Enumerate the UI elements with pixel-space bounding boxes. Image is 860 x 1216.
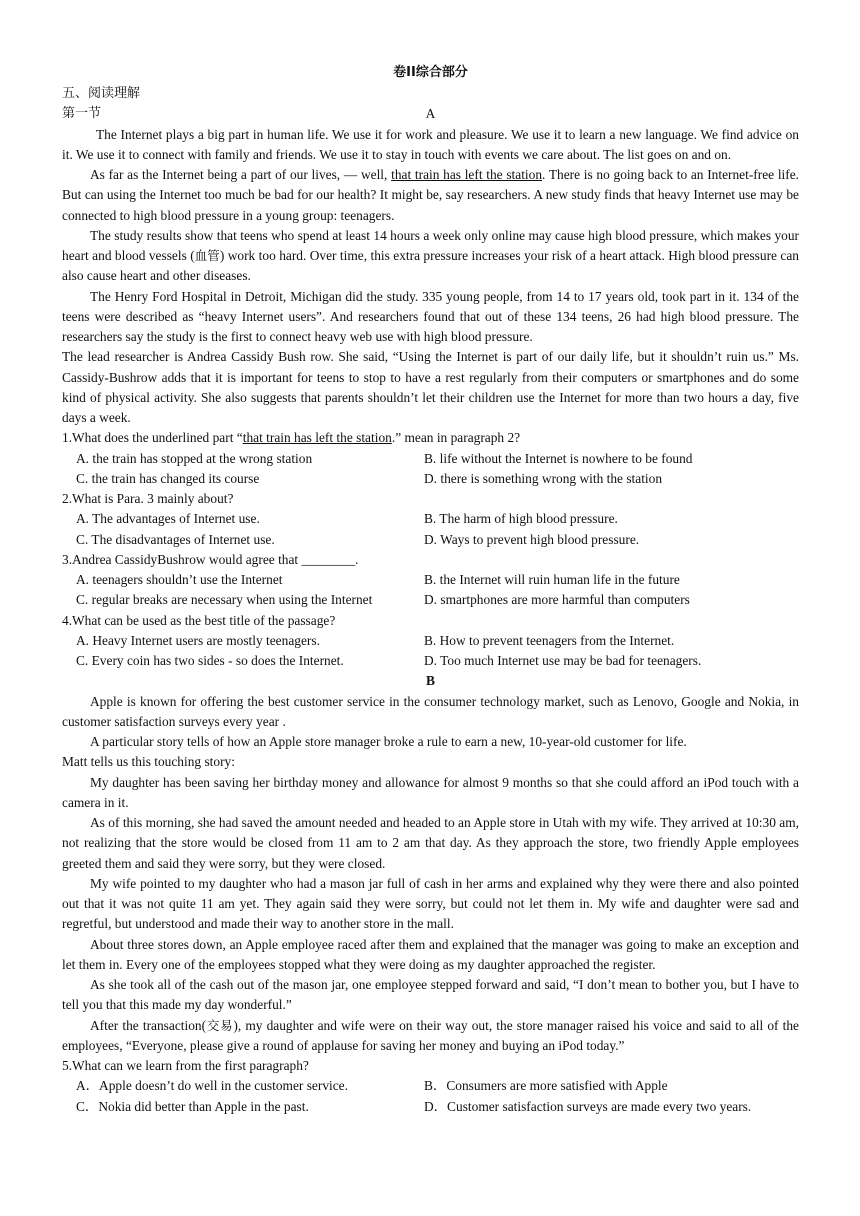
option-d[interactable]: D. there is something wrong with the station <box>424 470 663 486</box>
chinese-gloss: 交易 <box>206 1017 234 1033</box>
text-run: .” mean in paragraph 2? <box>391 430 521 446</box>
passage-b-letter: B <box>426 673 435 689</box>
text-run: As far as the Internet being a part of our lives, — well, <box>90 167 392 182</box>
option-grid <box>62 631 799 672</box>
option-d[interactable]: D. Ways to prevent high blood pressure. <box>424 531 640 547</box>
question-stem: 2.What is Para. 3 mainly about? <box>62 491 234 506</box>
passage-a-paragraph-1: The Internet plays a big part in human life. We use it for work and pleasure. We use it to learn a new language. We find advice on it. We use it to connect with family and friends. We use it to stay in touch with events we care about. The list goes on and on. <box>62 126 799 162</box>
passage-a-paragraph-5: The lead researcher is Andrea Cassidy Bush row. She said, “Using the Internet is part of our daily life, but it shouldn’t ruin us.” Ms. Cassidy-Bushrow adds that it is important for teens to stop to have a rest regularly from their computers or smartphones and do some kind of physical activity. She also suggests that parents shouldn’t let their children use the Internet for more than two hours a day, five days a week. <box>62 349 799 425</box>
exam-page <box>62 62 799 1117</box>
option-grid <box>62 570 799 611</box>
text-run: The study results show that teens who spend at least 14 hours a week only online may cause high blood pressure, which makes your heart and blood vessels ( <box>62 227 799 263</box>
question-5 <box>62 1056 799 1117</box>
option-c[interactable]: C. The disadvantages of Internet use. <box>76 531 275 547</box>
option-b[interactable]: B．Consumers are more satisfied with Apple <box>424 1078 668 1094</box>
option-c[interactable]: C. Every coin has two sides - so does the Internet. <box>76 653 344 668</box>
option-grid <box>62 509 799 550</box>
option-d[interactable]: D．Customer satisfaction surveys are made every two years. <box>424 1098 752 1114</box>
passage-b-paragraph-7: About three stores down, an Apple employee raced after them and explained that the manager was going to make an exception and let them in. Every one of the employees stopped what they were doing as my daughter approached the register. <box>62 936 799 972</box>
passage-a-paragraph-2 <box>62 165 799 226</box>
option-a[interactable]: A. Heavy Internet users are mostly teenagers. <box>76 632 320 648</box>
text-run: 1.What does the underlined part “ <box>62 430 243 446</box>
option-grid <box>62 1076 799 1117</box>
option-b[interactable]: B. How to prevent teenagers from the Internet. <box>424 632 675 648</box>
passage-b-paragraph-2: A particular story tells of how an Apple store manager broke a rule to earn a new, 10-year-old customer for life. <box>90 734 687 749</box>
part-row <box>62 104 799 124</box>
option-b[interactable]: B. the Internet will ruin human life in the future <box>424 572 680 587</box>
underlined-phrase: that train has left the station <box>391 167 543 182</box>
text-run: ), my daughter and wife were on their way out, the store manager raised his voice and said to all of the employees, “Everyone, please give a round of applause for saving her money and buying an iPod today.” <box>62 1017 799 1053</box>
page-title: 卷II综合部分 <box>393 65 468 80</box>
option-a[interactable]: A. teenagers shouldn’t use the Internet <box>76 572 283 587</box>
underlined-phrase: that train has left the station <box>242 430 392 446</box>
question-stem: 4.What can be used as the best title of the passage? <box>62 612 336 628</box>
text-run: . There is no going back to an Internet-free life. But can using the Internet too much be bad for our health? It might be, say researchers. A new study finds that heavy Internet use may be connected to high blood pressure in a young group: teenagers. <box>62 167 800 223</box>
question-2 <box>62 489 799 550</box>
option-b[interactable]: B. life without the Internet is nowhere to be found <box>424 450 693 466</box>
question-3 <box>62 550 799 611</box>
option-a[interactable]: A．Apple doesn’t do well in the customer service. <box>76 1078 348 1094</box>
passage-b-paragraph-6: My wife pointed to my daughter who had a mason jar full of cash in her arms and explained why they were there and also pointed out that it was not quite 11 am yet. They again said they were sorry, but could not let them in. My wife and daughter were sad and regretful, but understood and made their way to another store in the mall. <box>62 875 799 932</box>
question-1 <box>62 428 799 489</box>
passage-b-paragraph-1: Apple is known for offering the best customer service in the consumer technology market, such as Lenovo, Google and Nokia, in customer satisfaction surveys every year . <box>62 693 799 729</box>
question-stem: 3.Andrea CassidyBushrow would agree that ________. <box>62 551 359 567</box>
passage-b-paragraph-3: Matt tells us this touching story: <box>62 754 235 770</box>
section-heading: 五、阅读理解 <box>62 86 141 101</box>
chinese-gloss: 血管 <box>194 248 220 263</box>
passage-a-paragraph-3 <box>62 226 799 287</box>
option-a[interactable]: A. The advantages of Internet use. <box>76 511 260 527</box>
option-c[interactable]: C．Nokia did better than Apple in the past. <box>76 1098 309 1114</box>
option-d[interactable]: D. smartphones are more harmful than computers <box>424 592 690 608</box>
option-c[interactable]: C. regular breaks are necessary when using the Internet <box>76 592 373 608</box>
question-stem: 5.What can we learn from the first paragraph? <box>62 1058 309 1073</box>
option-b[interactable]: B. The harm of high blood pressure. <box>424 511 618 527</box>
option-d[interactable]: D. Too much Internet use may be bad for teenagers. <box>424 653 702 668</box>
text-run: After the transaction( <box>90 1017 207 1033</box>
passage-b-paragraph-8: As she took all of the cash out of the mason jar, one employee stepped forward and said, “I don’t mean to bother you, but I have to tell you that this made my day wonderful.” <box>62 977 799 1013</box>
option-a[interactable]: A. the train has stopped at the wrong station <box>76 450 313 466</box>
option-c[interactable]: C. the train has changed its course <box>76 470 260 486</box>
passage-b-paragraph-5: As of this morning, she had saved the amount needed and headed to an Apple store in Utah with my wife. They arrived at 10:30 am, not realizing that the store would be closed from 11 am to 2 am that day. As they approach the store, two friendly Apple employees greeted them and said they were sorry, but they were closed. <box>62 815 799 871</box>
question-stem <box>62 428 799 448</box>
passage-b-paragraph-9 <box>62 1016 799 1057</box>
passage-a-paragraph-4: The Henry Ford Hospital in Detroit, Michigan did the study. 335 young people, from 14 to 17 years old, took part in it. 134 of the teens were described as “heavy Internet users”. And researchers found that out of these 134 teens, 26 had high blood pressure. The researchers say the study is the first to connect heavy web use with high blood pressure. <box>62 288 799 344</box>
text-run: ) work too hard. Over time, this extra pressure increases your risk of a heart attack. High blood pressure can also cause heart and other diseases. <box>62 248 799 284</box>
option-grid <box>62 449 799 490</box>
question-4 <box>62 611 799 672</box>
part-label: 第一节 <box>62 106 102 122</box>
passage-b-paragraph-4: My daughter has been saving her birthday money and allowance for almost 9 months so that she could afford an iPod touch with a camera in it. <box>62 774 799 810</box>
passage-a-letter: A <box>425 106 436 122</box>
